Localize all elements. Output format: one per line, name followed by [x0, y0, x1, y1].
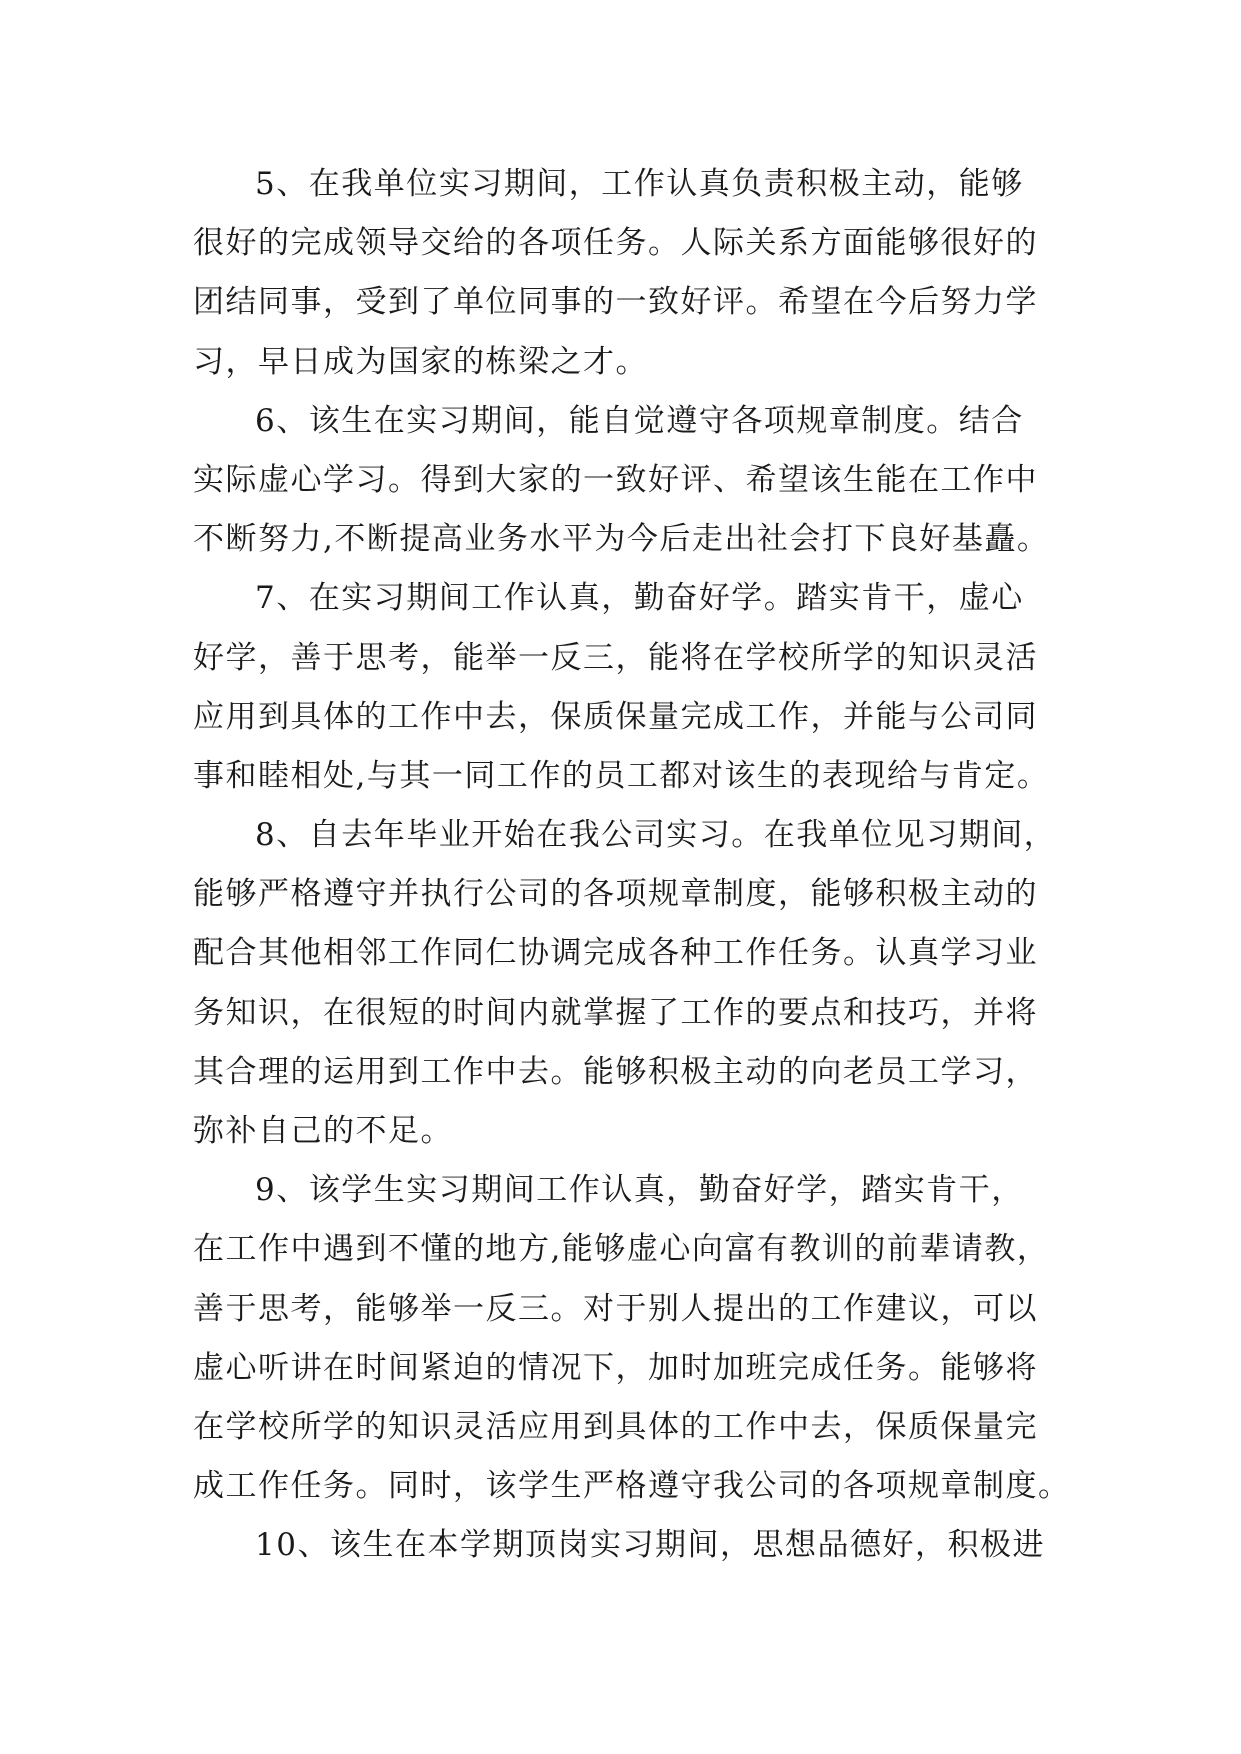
- text-line: 虚心听讲在时间紧迫的情况下，加时加班完成任务。能够将: [193, 1349, 1038, 1386]
- text-line: 务知识，在很短的时间内就掌握了工作的要点和技巧，并将: [193, 994, 1038, 1031]
- paragraph-7: [193, 569, 1053, 806]
- text-line: 事和睦相处,与其一同工作的员工都对该生的表现给与肯定。: [193, 757, 1050, 794]
- text-line: 10、该生在本学期顶岗实习期间，思想品德好，积极进: [255, 1527, 1045, 1564]
- paragraph-5: [193, 155, 1053, 392]
- paragraph-6: [193, 392, 1053, 570]
- text-line: 善于思考，能够举一反三。对于别人提出的工作建议，可以: [193, 1290, 1038, 1327]
- document-body: [193, 155, 1071, 1576]
- text-line: 成工作任务。同时，该学生严格遵守我公司的各项规章制度。: [193, 1468, 1071, 1505]
- text-line: 6、该生在实习期间，能自觉遵守各项规章制度。结合: [255, 402, 1024, 439]
- paragraph-8: [193, 806, 1057, 1161]
- text-line: 其合理的运用到工作中去。能够积极主动的向老员工学习，: [193, 1053, 1038, 1090]
- text-line: 应用到具体的工作中去，保质保量完成工作，并能与公司同: [193, 698, 1038, 735]
- text-line: 很好的完成领导交给的各项任务。人际关系方面能够很好的: [193, 225, 1038, 262]
- text-line: 能够严格遵守并执行公司的各项规章制度，能够积极主动的: [193, 876, 1038, 913]
- text-line: 好学，善于思考，能举一反三，能将在学校所学的知识灵活: [193, 639, 1038, 676]
- text-line: 在学校所学的知识灵活应用到具体的工作中去，保质保量完: [193, 1408, 1038, 1445]
- text-line: 8、自去年毕业开始在我公司实习。在我单位见习期间，: [255, 817, 1057, 854]
- text-line: 弥补自己的不足。: [193, 1113, 453, 1149]
- paragraph-10: [193, 1516, 1053, 1575]
- text-line: 在工作中遇到不懂的地方,能够虚心向富有教训的前辈请教，: [193, 1231, 1050, 1268]
- text-line: 9、该学生实习期间工作认真，勤奋好学，踏实肯干，: [255, 1172, 1024, 1209]
- paragraph-9: [193, 1161, 1071, 1516]
- text-line: 配合其他相邻工作同仁协调完成各种工作任务。认真学习业: [193, 935, 1038, 972]
- text-line: 7、在实习期间工作认真，勤奋好学。踏实肯干，虚心: [255, 580, 1024, 617]
- text-line: 不断努力,不断提高业务水平为今后走出社会打下良好基矗。: [193, 521, 1050, 558]
- text-line: 5、在我单位实习期间，工作认真负责积极主动，能够: [255, 166, 1024, 202]
- text-line: 实际虚心学习。得到大家的一致好评、希望该生能在工作中: [193, 461, 1038, 498]
- text-line: 团结同事，受到了单位同事的一致好评。希望在今后努力学: [193, 284, 1038, 321]
- text-line: 习，早日成为国家的栋梁之才。: [193, 343, 648, 380]
